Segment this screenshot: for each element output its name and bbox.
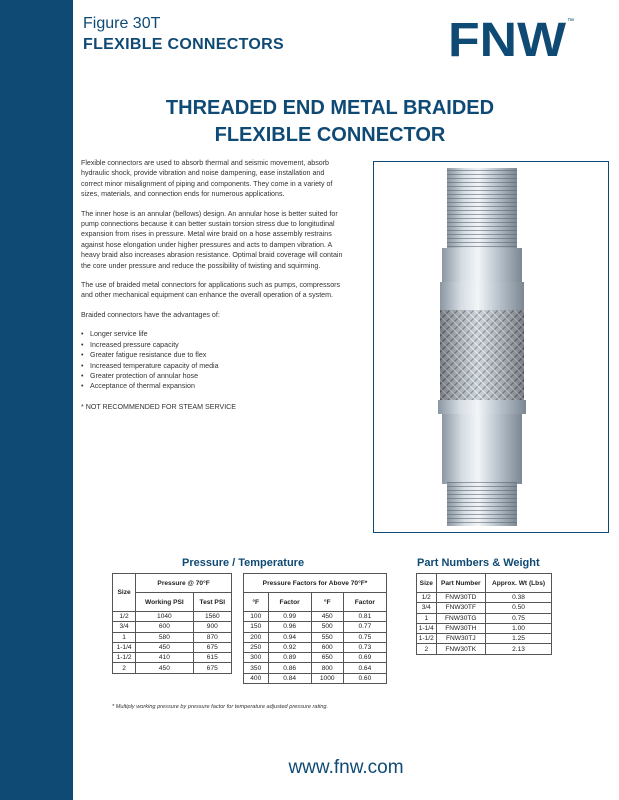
factors-header: Pressure Factors for Above 70°F* (244, 574, 387, 593)
part-numbers-table (416, 573, 552, 655)
cell: FNW30TD (436, 593, 485, 603)
cell: 450 (311, 612, 343, 622)
svg-text:™: ™ (567, 18, 574, 25)
cell: 0.96 (268, 622, 311, 632)
size-header: Size (113, 574, 136, 612)
cell: 300 (244, 653, 269, 663)
table-row (244, 663, 387, 673)
fnw-logo (448, 14, 576, 60)
deg-header: °F (244, 593, 269, 612)
cell: FNW30TF (436, 603, 485, 613)
cell: 615 (193, 653, 231, 663)
title-line-2: FLEXIBLE CONNECTOR (214, 124, 446, 146)
pressure-header: Pressure @ 70°F (136, 574, 232, 593)
cell: 1/2 (113, 612, 136, 622)
table-row (113, 642, 232, 652)
cell: 1-1/2 (417, 634, 437, 644)
table-row (244, 653, 387, 663)
cell: 580 (136, 632, 193, 642)
part-number-header: Part Number (436, 574, 485, 593)
list-item: • Greater protection of annular hose (81, 371, 347, 381)
table-row (417, 593, 552, 603)
product-title (100, 95, 560, 149)
description (81, 158, 347, 412)
website-link[interactable]: www.fnw.com (288, 757, 404, 778)
paragraph: Flexible connectors are used to absorb thermal and seismic movement, absorb hydraulic shock, provide vibration and noise dampening, ease installation and correct minor misalignment of piping and components. They come in a variety of sizes, materials, and connection ends for numerous applications. (81, 159, 333, 199)
cell: 1.00 (486, 623, 552, 633)
cell: 0.94 (268, 632, 311, 642)
cell: 1 (417, 613, 437, 623)
cell: 1560 (193, 612, 231, 622)
cell: 675 (193, 663, 231, 673)
paragraph: The inner hose is an annular (bellows) design. An annular hose is better suited for pump connections because it can better sustain torsion stress due to longitudinal expansion from rises in pressure. Metal wire braid on a hose assembly restrains against hose elongation under higher pressures and acts to dampen vibration. A heavy braid also increases abrasion resistance. Optimal braid coverage will contain the core under pressure and reduce the possibility of twisting and squirming. (81, 209, 343, 270)
list-item: • Acceptance of thermal expansion (81, 381, 347, 391)
cell: 3/4 (113, 622, 136, 632)
cell: 1.25 (486, 634, 552, 644)
cell: 350 (244, 663, 269, 673)
size-header: Size (417, 574, 437, 593)
cell: 0.50 (486, 603, 552, 613)
cell: 800 (311, 663, 343, 673)
factor-header: Factor (343, 593, 386, 612)
pressure-section-title: Pressure / Temperature (182, 557, 305, 569)
table-row (417, 613, 552, 623)
table-row (113, 622, 232, 632)
cell: FNW30TK (436, 644, 485, 654)
cell: FNW30TJ (436, 634, 485, 644)
pressure-table (112, 573, 232, 674)
cell: FNW30TH (436, 623, 485, 633)
cell: 0.84 (268, 673, 311, 683)
advantages-list (81, 329, 347, 391)
table-row (113, 653, 232, 663)
table-row (244, 642, 387, 652)
cell: 450 (136, 663, 193, 673)
cell: 900 (193, 622, 231, 632)
product-photo (373, 161, 609, 533)
paragraph: The use of braided metal connectors for applications such as pumps, compressors and other mechanical equipment can enhance the overall operation of a system. (81, 281, 341, 300)
svg-text:FNW: FNW (448, 14, 567, 60)
cell: 1040 (136, 612, 193, 622)
cell: 600 (136, 622, 193, 632)
cell: 600 (311, 642, 343, 652)
title-line-1: THREADED END METAL BRAIDED (165, 97, 495, 119)
cell: 0.92 (268, 642, 311, 652)
cell: 0.73 (343, 642, 386, 652)
table-row (244, 632, 387, 642)
cell: 2.13 (486, 644, 552, 654)
figure-number: Figure 30T (83, 15, 161, 32)
table-row (113, 663, 232, 673)
cell: 1000 (311, 673, 343, 683)
cell: 1-1/2 (113, 653, 136, 663)
cell: 200 (244, 632, 269, 642)
table-row (113, 612, 232, 622)
cell: FNW30TG (436, 613, 485, 623)
cell: 450 (136, 642, 193, 652)
cell: 1 (113, 632, 136, 642)
cell: 150 (244, 622, 269, 632)
cell: 3/4 (417, 603, 437, 613)
cell: 100 (244, 612, 269, 622)
list-item: • Increased pressure capacity (81, 340, 347, 350)
cell: 650 (311, 653, 343, 663)
cell: 2 (417, 644, 437, 654)
parts-section-title: Part Numbers & Weight (417, 557, 540, 569)
table-row (417, 644, 552, 654)
cell: 1/2 (417, 593, 437, 603)
cell: 250 (244, 642, 269, 652)
cell: 550 (311, 632, 343, 642)
factor-header: Factor (268, 593, 311, 612)
cell: 870 (193, 632, 231, 642)
cell: 0.81 (343, 612, 386, 622)
cell: 0.99 (268, 612, 311, 622)
cell: 0.69 (343, 653, 386, 663)
list-item: • Longer service life (81, 329, 347, 339)
cell: 0.77 (343, 622, 386, 632)
cell: 0.75 (343, 632, 386, 642)
deg-header: °F (311, 593, 343, 612)
table-row (244, 673, 387, 683)
cell: 0.60 (343, 673, 386, 683)
paragraph: Braided connectors have the advantages of: (81, 310, 220, 319)
table-row (417, 623, 552, 633)
test-psi-header: Test PSI (193, 593, 231, 612)
steam-warning: * NOT RECOMMENDED FOR STEAM SERVICE (81, 402, 237, 411)
table-row (113, 632, 232, 642)
product-category: FLEXIBLE CONNECTORS (83, 36, 284, 53)
table-row (244, 612, 387, 622)
list-item: • Greater fatigue resistance due to flex (81, 350, 347, 360)
pressure-factor-table (243, 573, 387, 684)
list-item: • Increased temperature capacity of media (81, 361, 347, 371)
table-row (244, 622, 387, 632)
cell: 0.89 (268, 653, 311, 663)
cell: 0.86 (268, 663, 311, 673)
cell: 0.75 (486, 613, 552, 623)
cell: 1-1/4 (417, 623, 437, 633)
cell: 2 (113, 663, 136, 673)
pressure-footnote: * Multiply working pressure by pressure factor for temperature adjusted pressure rating. (112, 704, 329, 710)
cell: 0.64 (343, 663, 386, 673)
cell: 400 (244, 673, 269, 683)
table-row (417, 634, 552, 644)
cell: 500 (311, 622, 343, 632)
cell: 0.38 (486, 593, 552, 603)
cell: 1-1/4 (113, 642, 136, 652)
working-psi-header: Working PSI (136, 593, 193, 612)
cell: 675 (193, 642, 231, 652)
table-row (417, 603, 552, 613)
weight-header: Approx. Wt (Lbs) (486, 574, 552, 593)
left-sidebar-band (0, 0, 73, 800)
cell: 410 (136, 653, 193, 663)
